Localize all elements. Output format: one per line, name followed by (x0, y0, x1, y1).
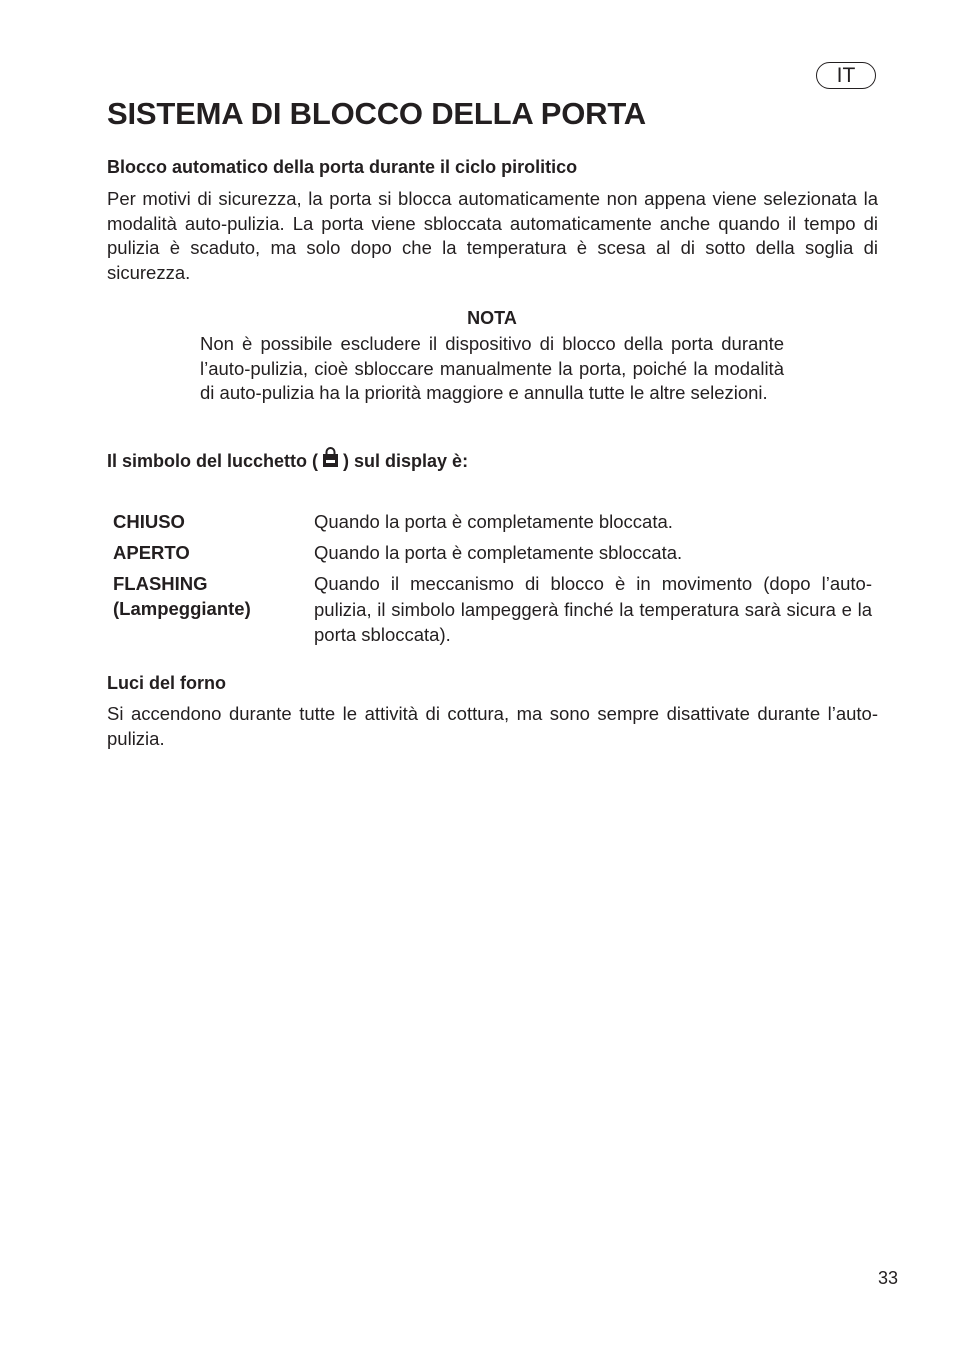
oven-lights-paragraph: Si accendono durante tutte le attività di cottura, ma sono sempre disattivate durante l’auto-pulizia. (107, 703, 878, 749)
lock-symbol-suffix: ) sul display è: (343, 450, 469, 471)
lock-state-description: Quando il meccanismo di blocco è in movimento (dopo l’auto-pulizia, il simbolo lampeggerà finché la temperatura sarà sicura e la porta sbloccata). (314, 573, 872, 645)
lock-state-description: Quando la porta è completamente sbloccata. (314, 542, 683, 563)
padlock-icon (322, 446, 339, 468)
page-title: SISTEMA DI BLOCCO DELLA PORTA (107, 96, 646, 131)
language-badge: IT (816, 62, 876, 89)
oven-lights-heading: Luci del forno (107, 673, 226, 693)
note-paragraph: Non è possibile escludere il dispositivo di blocco della porta durante l’auto-pulizia, cioè sbloccare manualmente la porta, poiché la modalità di auto-pulizia ha la priorità maggiore e annulla tutte le altre selezioni. (200, 333, 784, 403)
pyrolytic-lock-heading: Blocco automatico della porta durante il ciclo pirolitico (107, 157, 578, 177)
lock-state-name: CHIUSO (113, 511, 185, 532)
lock-state-name: APERTO (113, 542, 190, 563)
lock-symbol-intro (107, 450, 468, 472)
pyrolytic-lock-paragraph: Per motivi di sicurezza, la porta si blocca automaticamente non appena viene selezionata la modalità auto-pulizia. La porta viene sbloccata automaticamente anche quando il tempo di pulizia è scaduto, ma solo dopo che la temperatura è scesa al di sotto della soglia di sicurezza. (107, 188, 878, 283)
lock-state-name: FLASHING (Lampeggiante) (113, 573, 251, 619)
lock-symbol-prefix: Il simbolo del lucchetto ( (107, 450, 319, 471)
note-title: NOTA (467, 308, 517, 328)
lock-state-description: Quando la porta è completamente bloccata. (314, 511, 673, 532)
page-number: 33 (878, 1268, 899, 1288)
